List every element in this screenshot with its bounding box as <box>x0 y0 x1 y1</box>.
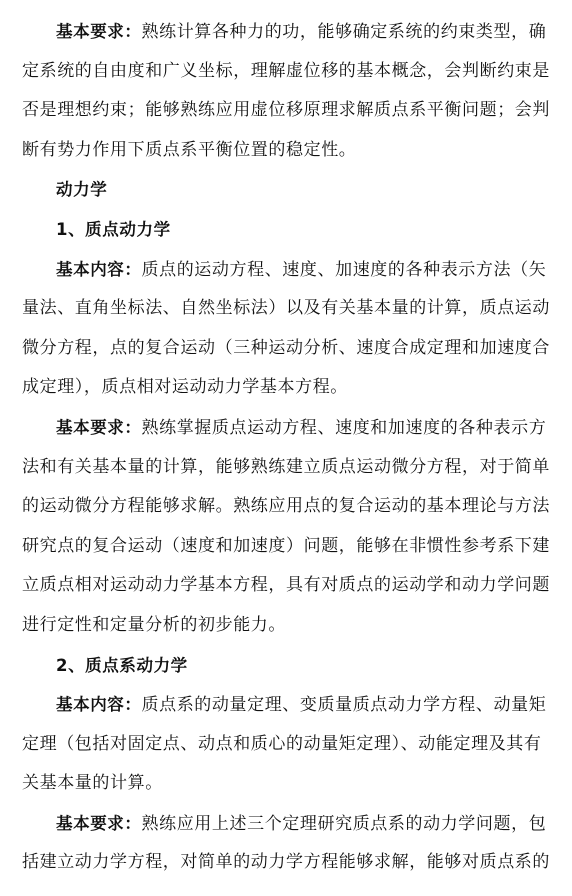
paragraph-lead: 基本内容： <box>56 695 142 715</box>
paragraph-content-particle <box>22 250 552 408</box>
paragraph-line: 定系统的自由度和广义坐标，理解虚位移的基本概念，会判断约束是 <box>22 60 550 81</box>
paragraph-text: 质点的运动方程、速度、加速度的各种表示方法（矢 <box>141 259 547 280</box>
paragraph-line: 关基本量的计算。 <box>22 773 163 794</box>
paragraph-text: 熟练计算各种力的功，能够确定系统的约束类型，确 <box>141 22 547 42</box>
paragraph-content-system <box>22 685 552 804</box>
paragraph-line: 量法、直角坐标法、自然坐标法）以及有关基本量的计算，质点运动 <box>22 298 550 319</box>
paragraph-line <box>22 408 552 448</box>
paragraph-line: 立质点相对运动动力学基本方程，具有对质点的运动学和动力学问题 <box>22 575 550 596</box>
paragraph-line: 进行定性和定量分析的初步能力。 <box>22 614 286 635</box>
paragraph-line: 研究点的复合运动（速度和加速度）问题，能够在非惯性参考系下建 <box>22 535 550 556</box>
paragraph-line: 定理（包括对固定点、动点和质心的动量矩定理）、动能定理及其有 <box>22 733 542 754</box>
paragraph-lead: 基本要求： <box>56 813 142 833</box>
paragraph-line: 断有势力作用下质点系平衡位置的稳定性。 <box>22 139 357 160</box>
paragraph-line: 的运动微分方程能够求解。熟练应用点的复合运动的基本理论与方法 <box>22 496 550 517</box>
subsection-heading-system-dynamics: 2、质点系动力学 <box>56 655 188 675</box>
paragraph-lead: 基本内容： <box>56 259 142 279</box>
paragraph-line <box>22 250 552 290</box>
document-page <box>22 12 552 883</box>
paragraph-line <box>22 12 552 52</box>
paragraph-text: 质点系的动量定理、变质量质点动力学方程、动量矩 <box>141 695 547 716</box>
paragraph-text: 熟练应用上述三个定理研究质点系的动力学问题，包 <box>141 813 547 834</box>
section-heading-dynamics: 动力学 <box>56 180 108 200</box>
paragraph-line: 微分方程，点的复合运动（三种运动分析、速度合成定理和加速度合 <box>22 337 550 358</box>
paragraph-line: 否是理想约束；能够熟练应用虚位移原理求解质点系平衡问题；会判 <box>22 100 550 121</box>
paragraph-requirements-particle <box>22 408 552 646</box>
paragraph-line <box>22 804 552 844</box>
paragraph-requirements-statics <box>22 12 552 170</box>
paragraph-text: 熟练掌握质点运动方程、速度和加速度的各种表示方 <box>141 417 547 438</box>
paragraph-line: 成定理），质点相对运动动力学基本方程。 <box>22 377 348 398</box>
paragraph-line: 括建立动力学方程，对简单的动力学方程能够求解，能够对质点系的 <box>22 852 550 873</box>
paragraph-lead: 基本要求： <box>56 22 142 41</box>
paragraph-lead: 基本要求： <box>56 417 142 437</box>
paragraph-line: 法和有关基本量的计算，能够熟练建立质点运动微分方程，对于简单 <box>22 456 550 477</box>
paragraph-line <box>22 685 552 725</box>
paragraph-requirements-system <box>22 804 552 883</box>
subsection-heading-particle-dynamics: 1、质点动力学 <box>56 219 171 239</box>
